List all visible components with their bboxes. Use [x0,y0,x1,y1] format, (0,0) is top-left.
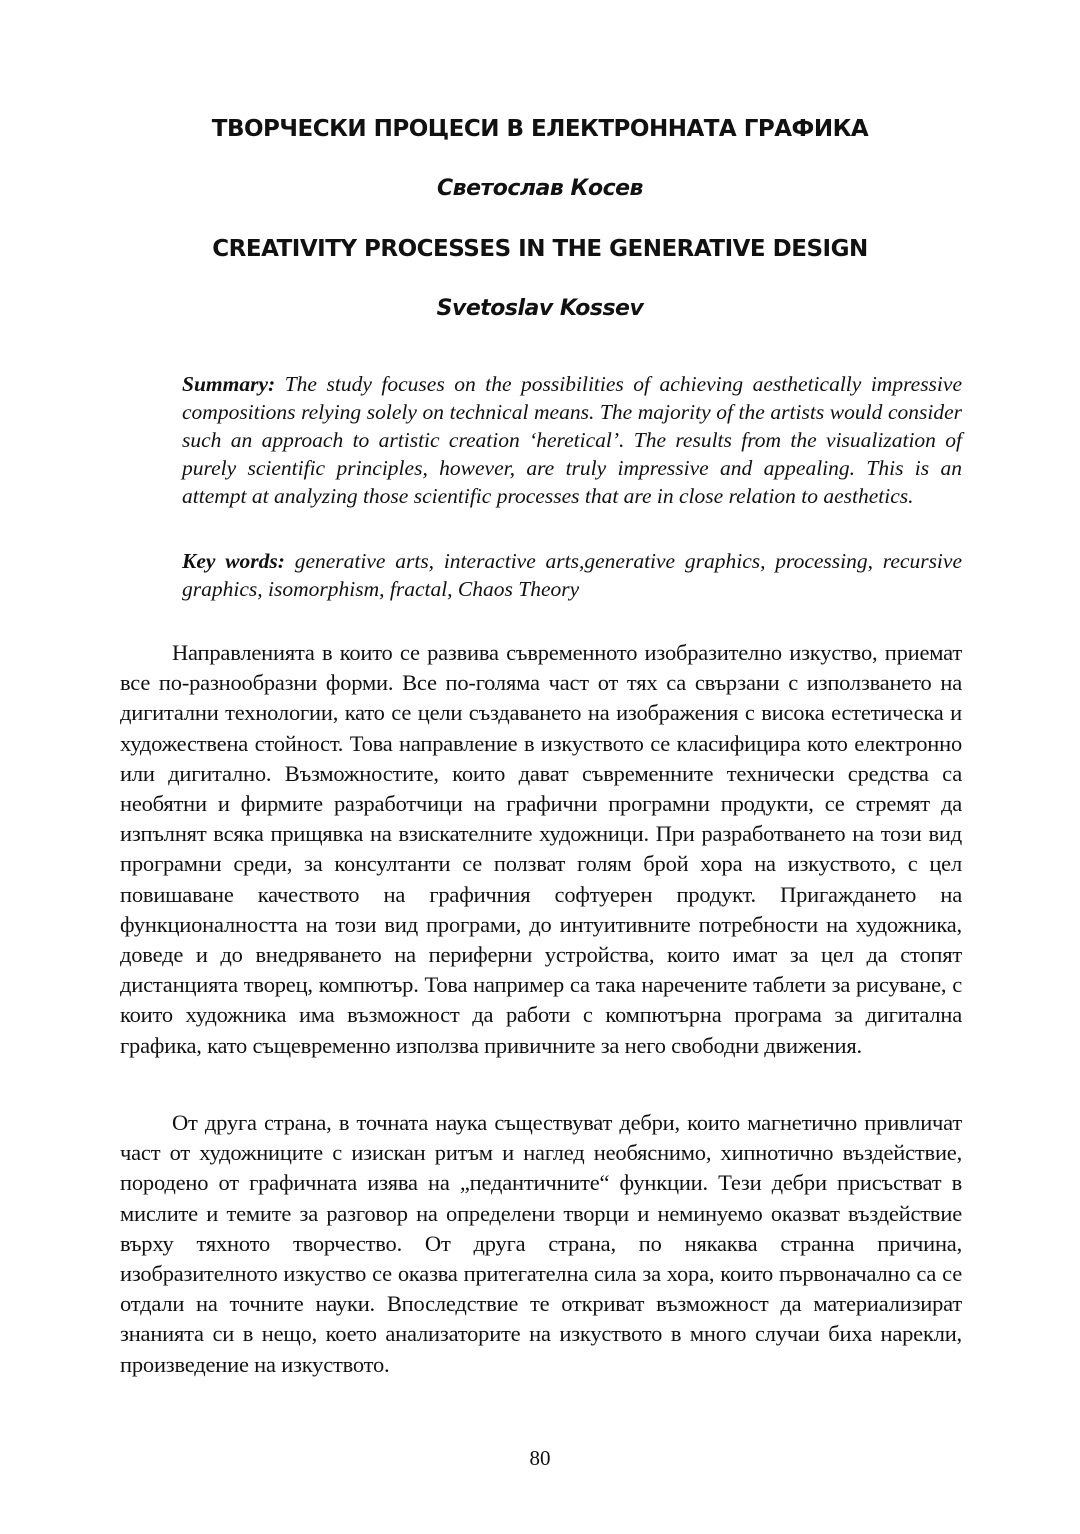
summary-label: Summary: [182,372,276,396]
keywords-label: Key words: [182,549,285,573]
summary-block [182,370,962,510]
author-english: Svetoslav Kossev [436,296,644,321]
keywords-text: generative arts, interactive arts,generative graphics, processing, recursive graphics, isomorphism, fractal, Chaos Theory [182,549,962,601]
page-number: 80 [529,1446,551,1470]
author-bulgarian: Светослав Косев [437,176,643,201]
body-paragraph-2: От друга страна, в точната наука съществуват дебри, които магнетично привличат част от художниците с изискан ритъм и наглед необяснимо, хипнотично въздействие, породено от графичната изява на „педантичните“ функции. Тези дебри присъстват в мислите и темите за разговор на определени творци и неминуемо оказват въздействие върху тяхното творчество. От друга страна, по някаква странна причина, изобразителното изкуство се оказва притегателна сила за хора, които първоначално са се отдали на точните науки. Впоследствие те откриват възможност да материализират знанията си в нещо, което анализаторите на изкуството в много случаи биха нарекли, произведение на изкуството. [120,1110,962,1377]
title-bulgarian: ТВОРЧЕСКИ ПРОЦЕСИ В ЕЛЕКТРОННАТА ГРАФИКА [211,116,869,142]
title-english: CREATIVITY PROCESSES IN THE GENERATIVE DESIGN [212,236,868,262]
keywords-block [182,547,962,603]
body-paragraph-1: Направленията в които се развива съвременното изобразително изкуство, приемат все по-разнообразни форми. Все по-голяма част от тях са свързани с използването на дигитални технологии, като се цели създаването на изображения с висока естетическа и художествена стойност. Това направление в изкуството се класифицира кото електронно или дигитално. Възможностите, които дават съвременните технически средства са необятни и фирмите разработчици на графични програмни продукти, се стремят да изпълнят всяка прищявка на взискателните художници. При разработването на този вид програмни среди, за консултанти се ползват голям брой хора на изкуството, с цел повишаване качеството на графичния софтуерен продукт. Пригаждането на функционалността на този вид програми, до интуитивните потребности на художника, доведе и до внедряването на периферни устройства, които имат за цел да стопят дистанцията творец, компютър. Това например са така наречените таблети за рисуване, с които художника има възможност да работи с компютърна програма за дигитална графика, като същевременно използва привичните за него свободни движения. [120,640,962,1058]
summary-text: The study focuses on the possibilities of achieving aesthetically impressive compositions relying solely on technical means. The majority of the artists would consider such an approach to artistic creation ‘heretical’. The results from the visualization of purely scientific principles, however, are truly impressive and appealing. This is an attempt at analyzing those scientific processes that are in close relation to aesthetics. [182,372,962,508]
